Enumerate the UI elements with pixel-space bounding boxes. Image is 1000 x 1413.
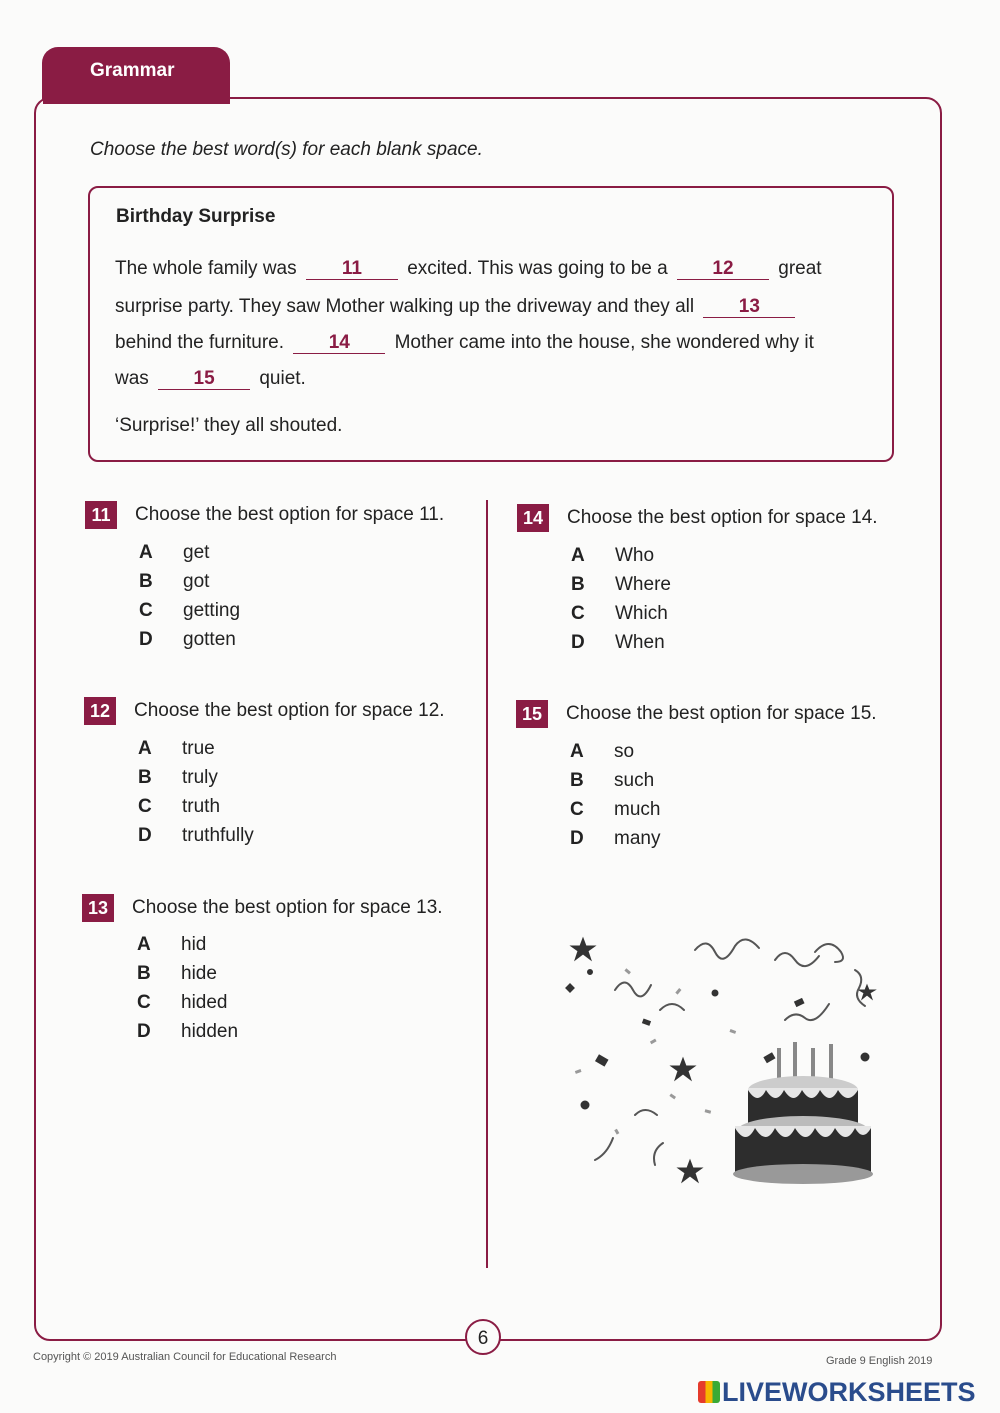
blank-13[interactable]: 13: [703, 297, 795, 318]
passage-text: great: [778, 258, 822, 279]
option-letter: A: [139, 542, 153, 563]
option-11c[interactable]: [139, 600, 240, 622]
logo-text: LIVEWORKSHEETS: [722, 1377, 976, 1407]
passage-text: The whole family was: [115, 258, 297, 279]
option-letter: B: [571, 574, 585, 595]
blank-12[interactable]: 12: [677, 259, 769, 280]
option-text: true: [182, 738, 215, 759]
passage-text: Mother came into the house, she wondered why it: [394, 332, 814, 353]
option-15d[interactable]: [570, 828, 660, 850]
option-letter: C: [571, 603, 585, 624]
section-tab-label: Grammar: [90, 60, 175, 81]
option-text: Who: [615, 545, 655, 566]
option-letter: A: [571, 545, 585, 566]
blank-15[interactable]: 15: [158, 369, 250, 390]
option-11a[interactable]: [139, 542, 209, 564]
question-text: Choose the best option for space 15.: [566, 703, 877, 724]
passage-line: [115, 332, 814, 354]
option-15c[interactable]: [570, 799, 660, 821]
question-text: Choose the best option for space 13.: [132, 897, 443, 918]
option-12d[interactable]: [138, 825, 254, 847]
option-text: hid: [181, 934, 207, 955]
option-13b[interactable]: [137, 963, 217, 985]
option-14b[interactable]: [571, 574, 671, 596]
option-text: gotten: [183, 629, 236, 650]
passage-text: quiet.: [259, 368, 306, 389]
section-tab: [42, 47, 230, 99]
option-text: got: [183, 571, 210, 592]
birthday-cake-confetti-icon: [555, 930, 895, 1190]
option-letter: A: [570, 741, 584, 762]
frame-connector: [43, 96, 230, 104]
option-letter: B: [137, 963, 151, 984]
question-text: Choose the best option for space 12.: [134, 700, 445, 721]
page-number: 6: [465, 1319, 501, 1355]
option-15b[interactable]: [570, 770, 654, 792]
question-text: Choose the best option for space 11.: [135, 504, 445, 525]
option-letter: D: [138, 825, 152, 846]
passage-line: [115, 296, 799, 318]
option-text: so: [614, 741, 635, 762]
question-number: 14: [517, 504, 549, 532]
option-text: Which: [615, 603, 668, 624]
option-letter: D: [137, 1021, 151, 1042]
passage-text: behind the furniture.: [115, 332, 285, 353]
option-12b[interactable]: [138, 767, 218, 789]
option-14c[interactable]: [571, 603, 668, 625]
instruction: Choose the best word(s) for each blank space.: [90, 139, 483, 160]
option-letter: B: [570, 770, 584, 791]
passage-text: surprise party. They saw Mother walking up the driveway and they all: [115, 296, 695, 317]
option-text: truth: [182, 796, 221, 817]
option-text: truthfully: [182, 825, 254, 846]
option-letter: B: [139, 571, 153, 592]
option-text: get: [183, 542, 210, 563]
option-letter: B: [138, 767, 152, 788]
grade-text: Grade 9 English 2019: [826, 1355, 933, 1367]
option-letter: C: [137, 992, 151, 1013]
option-text: getting: [183, 600, 241, 621]
option-text: hided: [181, 992, 228, 1013]
column-divider: [486, 500, 488, 1268]
option-letter: A: [137, 934, 151, 955]
option-12c[interactable]: [138, 796, 220, 818]
option-15a[interactable]: [570, 741, 634, 763]
option-12a[interactable]: [138, 738, 215, 760]
option-14a[interactable]: [571, 545, 654, 567]
question-number: 12: [84, 697, 116, 725]
question-number: 11: [85, 501, 117, 529]
option-letter: C: [570, 799, 584, 820]
option-letter: C: [138, 796, 152, 817]
passage-line: [115, 258, 822, 280]
question-text: Choose the best option for space 14.: [567, 507, 878, 528]
blank-11[interactable]: 11: [306, 259, 398, 280]
logo-icon: [698, 1381, 720, 1403]
option-13c[interactable]: [137, 992, 228, 1014]
option-letter: D: [570, 828, 584, 849]
passage-text: excited. This was going to be a: [407, 258, 668, 279]
passage-text: was: [115, 368, 149, 389]
option-11d[interactable]: [139, 629, 236, 651]
liveworksheets-logo[interactable]: [698, 1377, 976, 1408]
option-letter: C: [139, 600, 153, 621]
option-14d[interactable]: [571, 632, 665, 654]
option-text: much: [614, 799, 661, 820]
option-text: When: [615, 632, 665, 653]
passage-title: Birthday Surprise: [116, 206, 276, 227]
passage-line: ‘Surprise!’ they all shouted.: [115, 415, 343, 436]
blank-14[interactable]: 14: [293, 333, 385, 354]
option-letter: D: [139, 629, 153, 650]
option-text: many: [614, 828, 661, 849]
question-number: 15: [516, 700, 548, 728]
option-11b[interactable]: [139, 571, 209, 593]
option-13d[interactable]: [137, 1021, 238, 1043]
option-letter: A: [138, 738, 152, 759]
option-text: truly: [182, 767, 218, 788]
option-text: hide: [181, 963, 217, 984]
copyright-text: Copyright © 2019 Australian Council for Educational Research: [33, 1351, 337, 1363]
option-text: such: [614, 770, 655, 791]
option-letter: D: [571, 632, 585, 653]
passage-line: [115, 368, 306, 390]
option-13a[interactable]: [137, 934, 206, 956]
question-number: 13: [82, 894, 114, 922]
option-text: hidden: [181, 1021, 239, 1042]
option-text: Where: [615, 574, 671, 595]
